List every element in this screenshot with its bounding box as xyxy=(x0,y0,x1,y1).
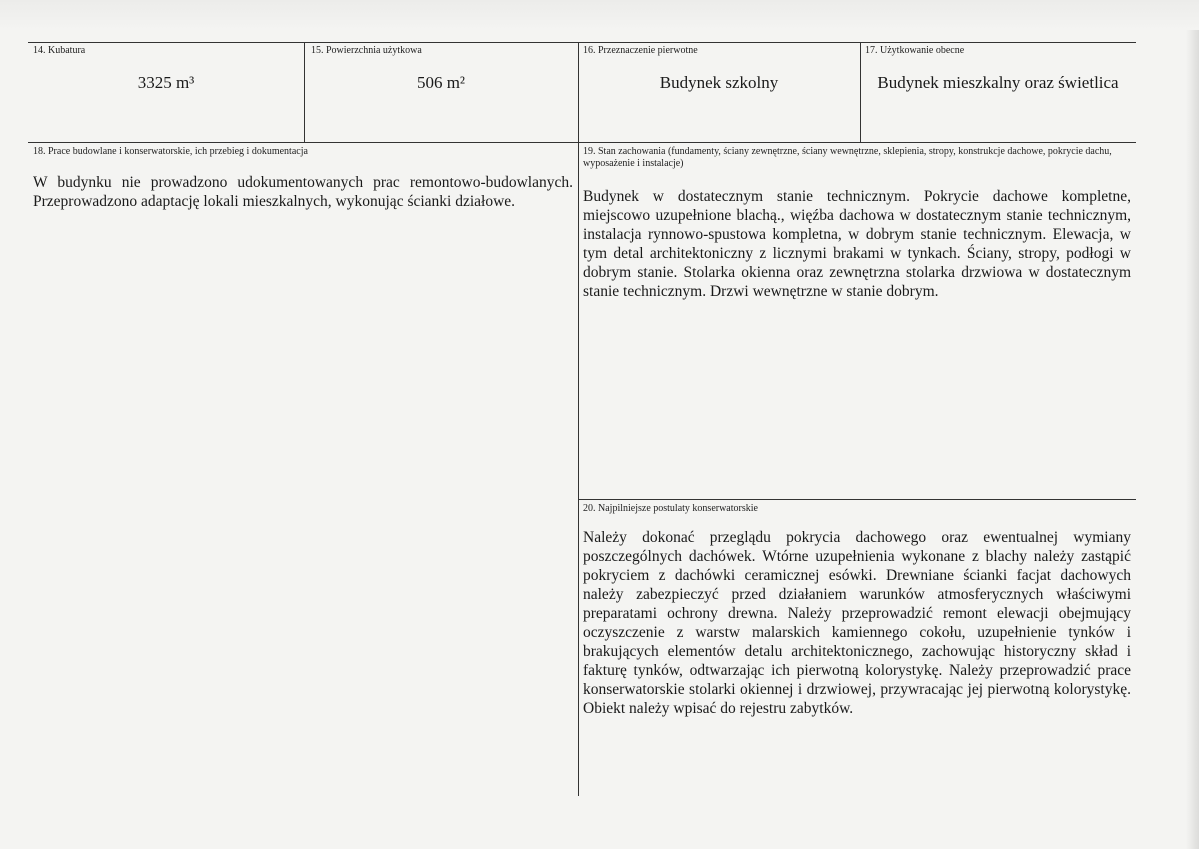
field-18-label: 18. Prace budowlane i konserwatorskie, ich przebieg i dokumentacja xyxy=(33,146,308,157)
field-14-label: 14. Kubatura xyxy=(33,45,86,56)
field-15-value: 506 m² xyxy=(416,73,466,92)
rule-section-20-top xyxy=(578,499,1136,500)
rule-row1-bottom xyxy=(28,142,1136,143)
rule-col-main xyxy=(578,42,579,796)
field-17-label: 17. Użytkowanie obecne xyxy=(865,45,965,56)
field-14-value: 3325 m³ xyxy=(137,73,195,92)
scan-right-edge xyxy=(1186,30,1199,849)
field-20-text: Należy dokonać przeglądu pokrycia dachowego oraz ewentualnej wymiany poszczególnych dachówek. Wtórne uzupełnienia wykonane z blachy należy zastąpić pokryciem z dachówki ceramicznej esówki. Drewniane ścianki facjat dachowych należy zabezpieczyć przed działaniem warunków atmosferycznych właściwymi preparatami ochrony drewna. Należy przeprowadzić remont elewacji obejmujący oczyszczenie z warstw malarskich kamiennego cokołu, uzupełnienie tynków i brakujących elementów detalu architektonicznego, zachowując historyczny skład i fakturę tynków, odtwarzając ich pierwotną kolorystykę. Należy przeprowadzić prace konserwatorskie stolarki okiennej i drzwiowej, przywracając jej pierwotną kolorystykę. Obiekt należy wpisać do rejestru zabytków. xyxy=(583,529,1131,717)
field-20-label: 20. Najpilniejsze postulaty konserwatorskie xyxy=(583,503,758,514)
field-19-text: Budynek w dostatecznym stanie technicznym. Pokrycie dachowe kompletne, miejscowo uzupełnione blachą., więźba dachowa w dostatecznym stanie technicznym, instalacja rynnowo-spustowa kompletna, w dobrym stanie technicznym. Elewacja, w tym detal architektoniczny z licznymi brakami w tynkach. Ściany, stropy, podłogi w dobrym stanie. Stolarka okienna oraz zewnętrzna stolarka drzwiowa w dostatecznym stanie technicznym. Drzwi wewnętrzne w stanie dobrym. xyxy=(583,188,1131,300)
rule-top xyxy=(28,42,1136,43)
field-17-value: Budynek mieszkalny oraz świetlica xyxy=(877,73,1119,92)
field-19-label: 19. Stan zachowania (fundamenty, ściany zewnętrzne, ściany wewnętrzne, sklepienia, stropy, konstrukcje dachowe, pokrycie dachu, wyposażenie i instalacje) xyxy=(583,146,1112,169)
field-16-value: Budynek szkolny xyxy=(659,73,779,92)
field-18-text: W budynku nie prowadzono udokumentowanych prac remontowo-budowlanych. Przeprowadzono adaptację lokali mieszkalnych, wykonując ścianki działowe. xyxy=(33,174,573,210)
field-15-label: 15. Powierzchnia użytkowa xyxy=(311,45,422,56)
scan-top-band xyxy=(0,0,1199,30)
field-16-label: 16. Przeznaczenie pierwotne xyxy=(583,45,698,56)
